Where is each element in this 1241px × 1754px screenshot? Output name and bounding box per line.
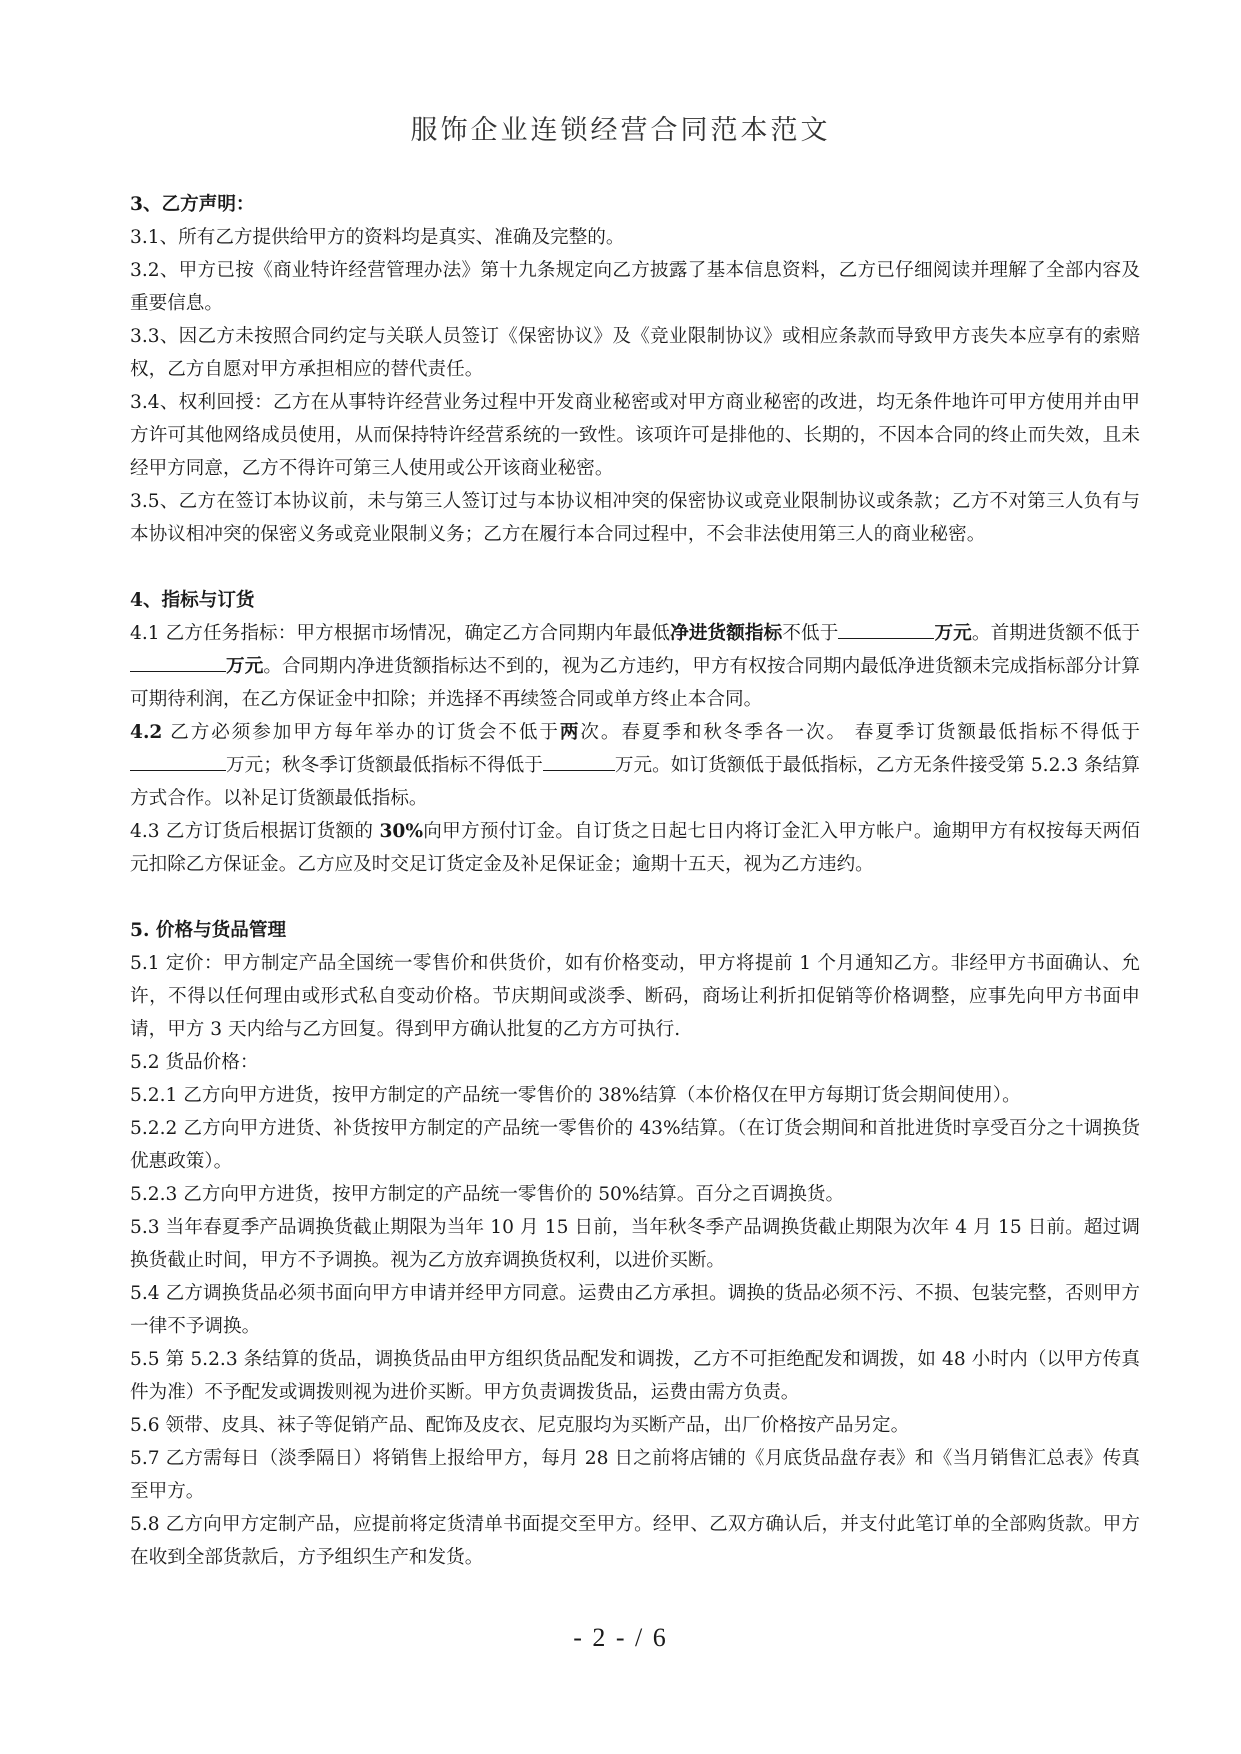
blank-line	[130, 651, 226, 672]
clause-5-7: 5.7 乙方需每日（淡季隔日）将销售上报给甲方，每月 28 日之前将店铺的《月底货品盘存表》和《当月销售汇总表》传真至甲方。	[130, 1448, 1140, 1502]
document-title: 服饰企业连锁经营合同范本范文	[410, 115, 831, 146]
clause-5-2-2: 5.2.2 乙方向甲方进货、补货按甲方制定的产品统一零售价的 43%结算。（在订货会期间和首批进货时享受百分之十调换货优惠政策）。	[130, 1118, 1140, 1172]
blank-line	[130, 750, 226, 771]
clause-5-1: 5.1 定价：甲方制定产品全国统一零售价和供货价，如有价格变动，甲方将提前 1 个月通知乙方。非经甲方书面确认、允许，不得以任何理由或形式私自变动价格。节庆期间或淡季、断码，商场让利折扣促销等价格调整，应事先向甲方书面申请，甲方 3 天内给与乙方回复。得到甲方确认批复的乙方方可执行.	[130, 953, 1140, 1040]
clause-3-4: 3.4、权利回授：乙方在从事特许经营业务过程中开发商业秘密或对甲方商业秘密的改进，均无条件地许可甲方使用并由甲方许可其他网络成员使用，从而保持特许经营系统的一致性。该项许可是排他的、长期的，不因本合同的终止而失效，且未经甲方同意，乙方不得许可第三人使用或公开该商业秘密。	[130, 392, 1140, 479]
clause-5-5: 5.5 第 5.2.3 条结算的货品，调换货品由甲方组织货品配发和调拨，乙方不可拒绝配发和调拨，如 48 小时内（以甲方传真件为准）不予配发或调拨则视为进价买断。甲方负责调拨货品，运费由需方负责。	[130, 1349, 1140, 1403]
section-4-heading: 4、指标与订货	[130, 590, 255, 611]
clause-3-2: 3.2、甲方已按《商业特许经营管理办法》第十九条规定向乙方披露了基本信息资料，乙方已仔细阅读并理解了全部内容及重要信息。	[130, 260, 1140, 314]
clause-5-3: 5.3 当年春夏季产品调换货截止期限为当年 10 月 15 日前，当年秋冬季产品调换货截止期限为次年 4 月 15 日前。超过调换货截止时间，甲方不予调换。视为乙方放弃调换货权利，以进价买断。	[130, 1217, 1140, 1271]
clause-4-1: 4.1 乙方任务指标：甲方根据市场情况，确定乙方合同期内年最低净进货额指标不低于 万元。首期进货额不低于万元。合同期内净进货额指标达不到的，视为乙方违约，甲方有权按合同期内最低净进货额未完成指标部分计算可期待利润，在乙方保证金中扣除；并选择不再续签合同或单方终止本合同。	[130, 617, 1140, 716]
spacer	[130, 551, 1140, 584]
clause-5-4: 5.4 乙方调换货品必须书面向甲方申请并经甲方同意。运费由乙方承担。调换的货品必须不污、不损、包装完整，否则甲方一律不予调换。	[130, 1283, 1140, 1337]
section-5-heading: 5. 价格与货品管理	[130, 920, 287, 941]
clause-5-8: 5.8 乙方向甲方定制产品，应提前将定货清单书面提交至甲方。经甲、乙双方确认后，并支付此笔订单的全部购货款。甲方在收到全部货款后，方予组织生产和发货。	[130, 1514, 1140, 1568]
clause-3-3: 3.3、因乙方未按照合同约定与关联人员签订《保密协议》及《竞业限制协议》或相应条款而导致甲方丧失本应享有的索赔权，乙方自愿对甲方承担相应的替代责任。	[130, 326, 1140, 380]
clause-5-6: 5.6 领带、皮具、袜子等促销产品、配饰及皮衣、尼克服均为买断产品，出厂价格按产品另定。	[130, 1415, 910, 1436]
clause-3-5: 3.5、乙方在签订本协议前，未与第三人签订过与本协议相冲突的保密协议或竞业限制协议或条款；乙方不对第三人负有与本协议相冲突的保密义务或竞业限制义务；乙方在履行本合同过程中，不会非法使用第三人的商业秘密。	[130, 491, 1140, 545]
document-body	[130, 188, 1140, 1574]
clause-5-2-3: 5.2.3 乙方向甲方进货，按甲方制定的产品统一零售价的 50%结算。百分之百调换货。	[130, 1184, 845, 1205]
clause-5-2: 5.2 货品价格：	[130, 1052, 259, 1073]
spacer	[130, 881, 1140, 914]
blank-line	[543, 750, 615, 771]
section-3-heading: 3、乙方声明：	[130, 194, 255, 215]
page-number: - 2 - / 6	[573, 1623, 668, 1652]
clause-4-3: 4.3 乙方订货后根据订货额的 30%向甲方预付订金。自订货之日起七日内将订金汇入甲方帐户。逾期甲方有权按每天两佰元扣除乙方保证金。乙方应及时交足订货定金及补足保证金；逾期十五天，视为乙方违约。	[130, 821, 1140, 875]
clause-5-2-1: 5.2.1 乙方向甲方进货，按甲方制定的产品统一零售价的 38%结算（本价格仅在甲方每期订货会期间使用）。	[130, 1085, 1021, 1106]
clause-4-2: 4.2 乙方必须参加甲方每年举办的订货会不低于两次。春夏季和秋冬季各一次。 春夏季订货额最低指标不得低于万元；秋冬季订货额最低指标不得低于 万元。如订货额低于最低指标，乙方无条件接受第 5.2.3 条结算方式合作。以补足订货额最低指标。	[130, 722, 1140, 809]
clause-3-1: 3.1、所有乙方提供给甲方的资料均是真实、准确及完整的。	[130, 227, 625, 248]
blank-line	[838, 618, 934, 639]
